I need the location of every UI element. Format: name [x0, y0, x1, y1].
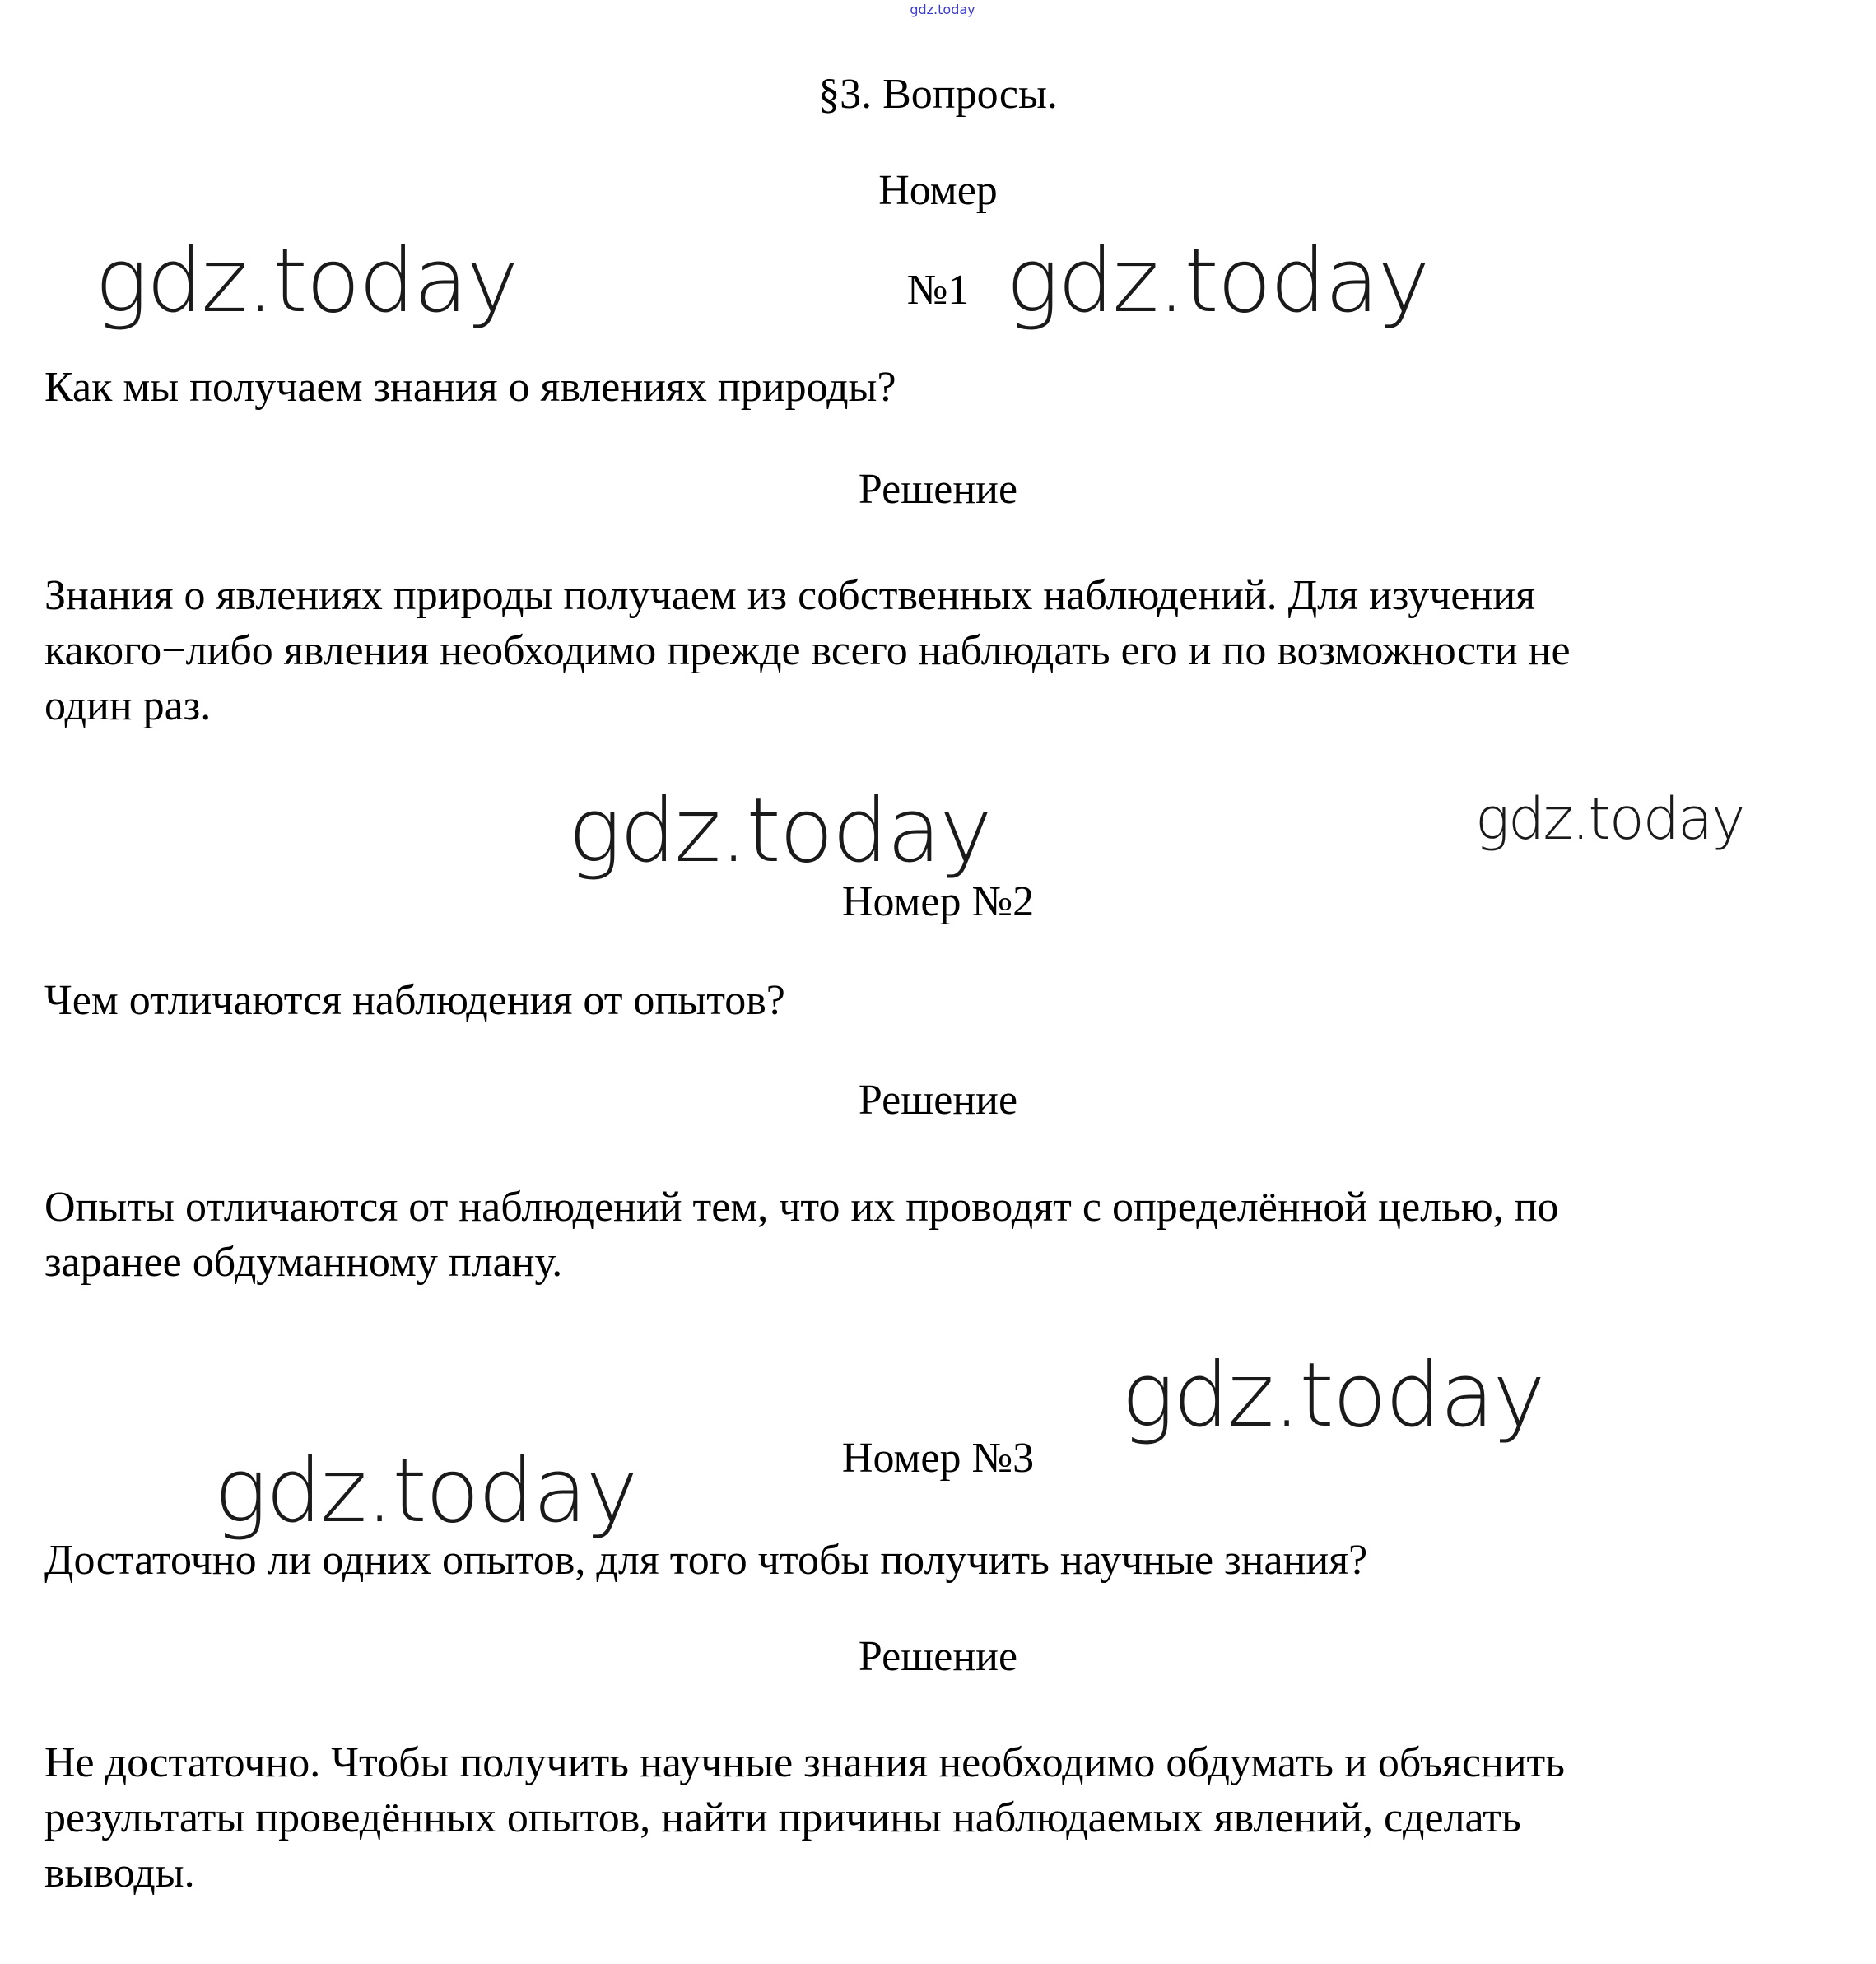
page-title: §3. Вопросы.	[818, 71, 1058, 118]
question-3-answer	[44, 1735, 1855, 1901]
question-1-solution-label: Решение	[858, 466, 1018, 513]
question-2-solution-label: Решение	[858, 1077, 1018, 1124]
answer-line: выводы.	[44, 1850, 195, 1897]
question-1-number-value: №1	[906, 267, 970, 314]
answer-line: результаты проведённых опытов, найти причины наблюдаемых явлений, сделать	[44, 1794, 1521, 1841]
header-watermark: gdz.today	[910, 2, 975, 17]
answer-line: Не достаточно. Чтобы получить научные знания необходимо обдумать и объяснить	[44, 1739, 1565, 1786]
question-2-number: Номер №2	[841, 878, 1035, 925]
question-2-answer	[44, 1180, 1855, 1290]
answer-line: заранее обдуманному плану.	[44, 1239, 563, 1286]
watermark-logo: gdz.today	[568, 780, 991, 882]
question-3-text: Достаточно ли одних опытов, для того чтобы получить научные знания?	[44, 1537, 1368, 1584]
question-1-answer	[44, 568, 1855, 733]
answer-line: Опыты отличаются от наблюдений тем, что их проводят с определённой целью, по	[44, 1184, 1559, 1231]
answer-line: какого−либо явления необходимо прежде всего наблюдать его и по возможности не	[44, 627, 1571, 674]
watermark-logo: gdz.today	[214, 1440, 637, 1543]
question-1-number-label: Номер	[878, 167, 998, 214]
watermark-logo: gdz.today	[1006, 230, 1429, 333]
question-1-text: Как мы получаем знания о явлениях природы?	[44, 364, 896, 411]
question-3-number: Номер №3	[841, 1435, 1035, 1482]
watermark-logo: gdz.today	[1121, 1344, 1544, 1447]
question-2-text: Чем отличаются наблюдения от опытов?	[44, 977, 785, 1024]
question-3-solution-label: Решение	[858, 1633, 1018, 1680]
answer-line: Знания о явлениях природы получаем из собственных наблюдений. Для изучения	[44, 572, 1536, 619]
watermark-logo: gdz.today	[1475, 785, 1744, 853]
answer-line: один раз.	[44, 682, 212, 729]
watermark-logo: gdz.today	[95, 230, 518, 333]
